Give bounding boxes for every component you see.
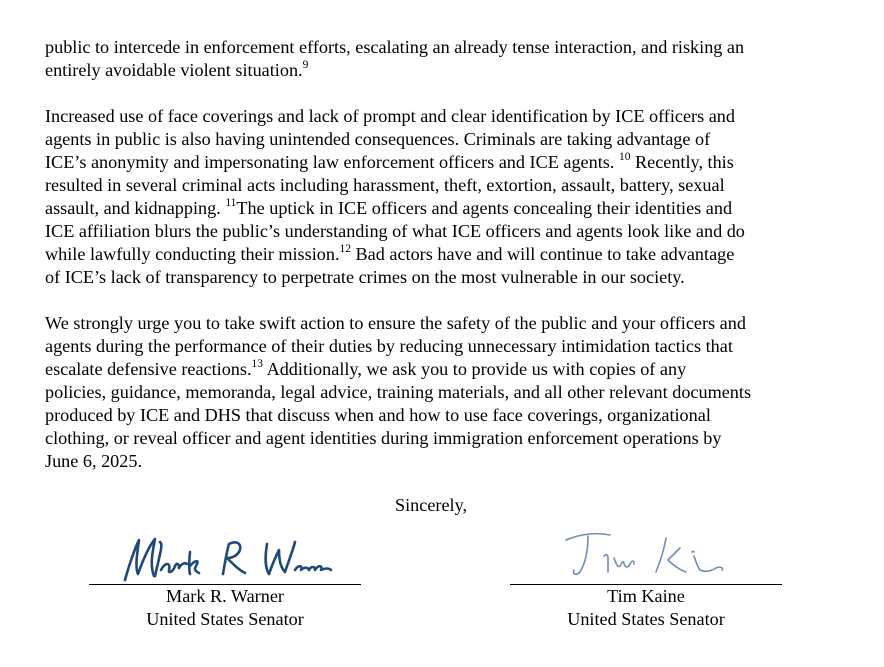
text-run: Recently, this — [630, 152, 734, 172]
letter-paragraph — [45, 36, 835, 82]
footnote-marker: 9 — [302, 58, 309, 71]
text-run: produced by ICE and DHS that discuss when and how to use face coverings, organizational — [45, 405, 711, 425]
signatory-title: United States Senator — [146, 609, 304, 629]
letter-paragraph — [45, 312, 835, 473]
footnote-marker: 12 — [339, 242, 351, 255]
text-line — [45, 358, 835, 381]
text-line — [45, 450, 835, 473]
footnote-marker: 11 — [225, 196, 237, 209]
signature-block-kaine — [510, 526, 782, 631]
text-run: ICE affiliation blurs the public’s understanding of what ICE officers and agents look like and do — [45, 221, 745, 241]
signature-kaine — [510, 526, 782, 584]
text-run: policies, guidance, memoranda, legal advice, training materials, and all other relevant documents — [45, 382, 752, 402]
text-line — [45, 174, 835, 197]
text-line — [45, 312, 835, 335]
text-run: agents during the performance of their duties by reducing unnecessary intimidation tactics that — [45, 336, 733, 356]
text-run: Bad actors have and will continue to take advantage — [351, 244, 735, 264]
text-run: resulted in several criminal acts including harassment, theft, extortion, assault, battery, sexual — [45, 175, 725, 195]
footnote-marker: 13 — [251, 357, 264, 370]
text-run: escalate defensive reactions. — [45, 359, 252, 379]
text-run: June 6, 2025. — [45, 451, 142, 471]
text-line — [45, 243, 835, 266]
text-line — [45, 404, 835, 427]
text-line — [45, 335, 835, 358]
text-line — [45, 128, 835, 151]
text-line — [45, 197, 835, 220]
text-run: while lawfully conducting their mission. — [45, 244, 340, 264]
text-run: The uptick in ICE officers and agents concealing their identities and — [236, 198, 733, 218]
text-line — [45, 151, 835, 174]
text-line — [45, 381, 835, 404]
signatory-name: Tim Kaine — [607, 586, 685, 606]
text-run: Additionally, we ask you to provide us with copies of any — [263, 359, 687, 379]
letter-paragraph — [45, 105, 835, 289]
text-line — [45, 36, 835, 59]
text-run: clothing, or reveal officer and agent identities during immigration enforcement operations by — [45, 428, 722, 448]
text-run: public to intercede in enforcement efforts, escalating an already tense interaction, and risking an — [45, 37, 745, 57]
text-run: of ICE’s lack of transparency to perpetrate crimes on the most vulnerable in our society. — [45, 267, 685, 287]
text-run: We strongly urge you to take swift action to ensure the safety of the public and your officers and — [45, 313, 746, 333]
signature-warner — [89, 530, 361, 584]
text-run: agents in public is also having unintended consequences. Criminals are taking advantage of — [45, 129, 711, 149]
letter-body — [45, 36, 835, 496]
text-line — [45, 59, 835, 82]
footnote-marker: 10 — [618, 150, 631, 163]
text-line — [45, 220, 835, 243]
text-line — [45, 266, 835, 289]
signatory-title: United States Senator — [567, 609, 725, 629]
text-line — [45, 427, 835, 450]
text-run: Increased use of face coverings and lack of prompt and clear identification by ICE officers and — [45, 106, 735, 126]
closing-salutation: Sincerely, — [395, 495, 468, 515]
signatory-name: Mark R. Warner — [166, 586, 284, 606]
text-run: ICE’s anonymity and impersonating law enforcement officers and ICE agents. — [45, 152, 619, 172]
text-run: entirely avoidable violent situation. — [45, 60, 303, 80]
text-run: assault, and kidnapping. — [45, 198, 226, 218]
signature-block-warner — [89, 530, 361, 631]
text-line — [45, 105, 835, 128]
